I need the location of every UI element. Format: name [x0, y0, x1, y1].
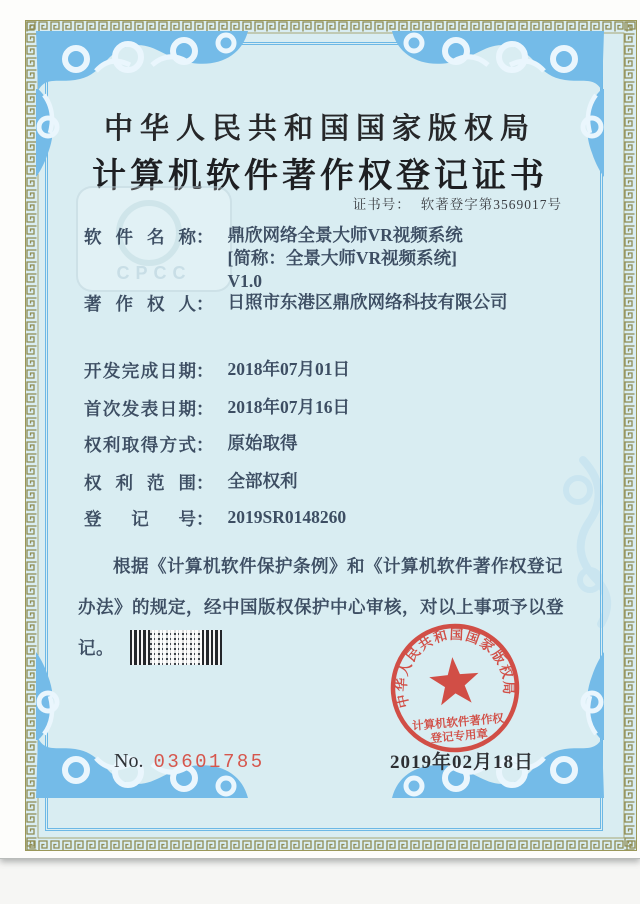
- field-label: 首次发表日期: [84, 399, 196, 419]
- field-label: 权利范围: [84, 473, 196, 493]
- field-registration-number: [84, 506, 346, 531]
- field-rights-scope: [84, 470, 298, 495]
- field-rights-acquisition: [84, 432, 298, 457]
- cpcc-watermark-text: CPCC: [116, 263, 192, 283]
- seal-line1: 计算机软件著作权: [411, 712, 505, 733]
- field-colon: ：: [196, 509, 214, 529]
- certificate-number-label: 证书号：: [352, 197, 411, 212]
- field-label: 权利取得方式: [84, 435, 196, 455]
- seal-line2: 登记专用章: [430, 728, 489, 746]
- field-colon: ：: [196, 473, 214, 493]
- authority-title: 中华人民共和国国家版权局: [103, 113, 536, 145]
- field-colon: ：: [196, 294, 214, 314]
- serial-number-line: [114, 750, 265, 773]
- certificate-number-line: [353, 193, 562, 213]
- field-colon: ：: [196, 435, 214, 455]
- field-value: 2018年07月16日: [227, 397, 350, 417]
- registration-date: 2019年02月18日: [390, 752, 535, 773]
- field-colon: ：: [196, 227, 214, 247]
- registration-statement: 根据《计算机软件保护条例》和《计算机软件著作权登记办法》的规定，经中国版权保护中心审核，对以上事项予以登记。: [78, 556, 564, 658]
- field-value: 2019SR0148260: [227, 507, 347, 527]
- serial-prefix: No.: [114, 750, 144, 772]
- field-label: 著作权人: [84, 294, 196, 314]
- field-value: 原始取得: [227, 433, 298, 453]
- official-red-seal: [380, 613, 530, 763]
- field-value: 全部权利: [227, 471, 298, 491]
- software-name-line1: 鼎欣网络全景大师VR视频系统: [227, 225, 463, 245]
- field-value: [228, 224, 463, 293]
- field-value: 日照市东港区鼎欣网络科技有限公司: [227, 292, 508, 312]
- barcode-left-stripes: [130, 630, 150, 665]
- corner-ornament-bottom-left: [36, 648, 251, 798]
- field-colon: ：: [196, 399, 214, 419]
- software-name-line2: [简称：全景大师VR视频系统]: [227, 248, 457, 268]
- field-label: 登记号: [84, 509, 196, 529]
- seal-star-icon: [428, 655, 481, 706]
- field-first-publish-date: [84, 396, 350, 421]
- field-value: 2018年07月01日: [227, 359, 350, 379]
- barcode-matrix: [150, 630, 202, 665]
- certificate-number-value: 软著登字第3569017号: [420, 197, 562, 212]
- field-software-name: [84, 224, 463, 293]
- barcode-right-stripes: [202, 630, 222, 665]
- serial-number: 03601785: [153, 751, 265, 773]
- certificate-title: 计算机软件著作权登记证书: [92, 158, 548, 195]
- field-copyright-owner: [84, 291, 508, 316]
- barcode: [130, 630, 222, 665]
- field-label: 软件名称: [84, 227, 196, 247]
- seal-ring-text: 中华人民共和国国家版权局: [393, 626, 517, 710]
- field-dev-complete-date: [84, 358, 350, 383]
- field-colon: ：: [196, 361, 214, 381]
- software-version: V1.0: [227, 271, 263, 291]
- field-label: 开发完成日期: [84, 361, 196, 381]
